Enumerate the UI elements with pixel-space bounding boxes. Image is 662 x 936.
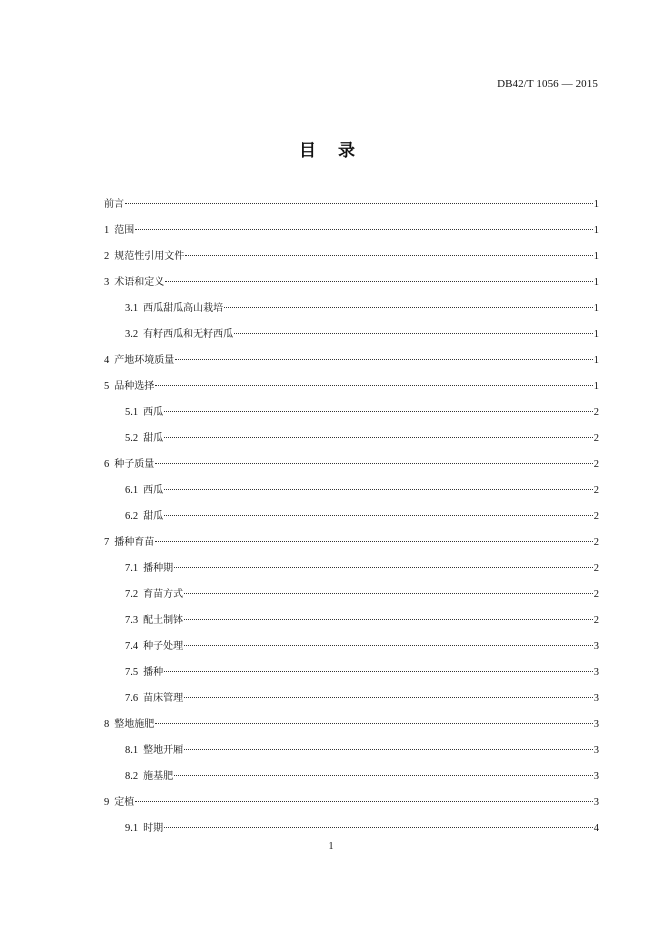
toc-entry-page: 1	[593, 199, 599, 210]
toc-entry[interactable]	[104, 586, 599, 612]
toc-entry[interactable]	[104, 378, 599, 404]
toc-entry[interactable]	[104, 612, 599, 638]
toc-entry-number: 8	[104, 719, 110, 730]
toc-entry-title: 甜瓜	[143, 433, 164, 444]
toc-entry-number: 7	[104, 537, 110, 548]
toc-entry-title: 整地施肥	[114, 719, 155, 730]
toc-dot-leader	[185, 255, 593, 256]
toc-entry[interactable]	[104, 508, 599, 534]
toc-entry-number: 6	[104, 459, 110, 470]
toc-entry-number: 9	[104, 797, 110, 808]
toc-entry[interactable]	[104, 742, 599, 768]
toc-entry[interactable]	[104, 482, 599, 508]
toc-entry[interactable]	[104, 430, 599, 456]
toc-entry-number: 7.2	[125, 589, 139, 600]
toc-entry-page: 2	[593, 563, 599, 574]
toc-entry[interactable]	[104, 560, 599, 586]
toc-entry[interactable]	[104, 196, 599, 222]
toc-entry-title: 规范性引用文件	[114, 251, 185, 262]
toc-dot-leader	[224, 307, 593, 308]
toc-dot-leader	[155, 541, 593, 542]
toc-entry[interactable]	[104, 690, 599, 716]
toc-entry[interactable]	[104, 716, 599, 742]
toc-entry[interactable]	[104, 664, 599, 690]
toc-dot-leader	[164, 827, 593, 828]
toc-entry-title: 术语和定义	[114, 277, 165, 288]
toc-entry-number: 3.2	[125, 329, 139, 340]
toc-dot-leader	[184, 619, 593, 620]
toc-entry-page: 1	[593, 355, 599, 366]
toc-entry[interactable]	[104, 248, 599, 274]
toc-entry-title: 产地环境质量	[114, 355, 175, 366]
toc-entry-page: 3	[593, 745, 599, 756]
toc-entry-number: 6.2	[125, 511, 139, 522]
toc-entry-title: 苗床管理	[143, 693, 184, 704]
toc-entry-number: 5	[104, 381, 110, 392]
toc-entry[interactable]	[104, 404, 599, 430]
toc-entry-title: 时期	[143, 823, 164, 834]
toc-entry[interactable]	[104, 638, 599, 664]
toc-entry-page: 1	[593, 303, 599, 314]
toc-entry-number: 7.4	[125, 641, 139, 652]
toc-entry-title: 甜瓜	[143, 511, 164, 522]
toc-dot-leader	[164, 671, 593, 672]
toc-entry-title: 前言	[104, 199, 124, 210]
toc-entry-title: 西瓜	[143, 485, 164, 496]
toc-dot-leader	[135, 801, 593, 802]
toc-entry-number: 5.1	[125, 407, 139, 418]
toc-dot-leader	[135, 229, 593, 230]
toc-entry-number: 9.1	[125, 823, 139, 834]
toc-entry-number: 8.1	[125, 745, 139, 756]
toc-entry[interactable]	[104, 326, 599, 352]
toc-entry-page: 3	[593, 719, 599, 730]
toc-entry-page: 2	[593, 589, 599, 600]
toc-entry-page: 1	[593, 329, 599, 340]
page-title: 目 录	[299, 141, 363, 161]
toc-dot-leader	[164, 489, 593, 490]
toc-entry-page: 1	[593, 225, 599, 236]
toc-entry-page: 2	[593, 485, 599, 496]
toc-entry-title: 播种期	[143, 563, 174, 574]
toc-entry-page: 3	[593, 693, 599, 704]
toc-dot-leader	[125, 203, 593, 204]
toc-entry-title: 定植	[114, 797, 135, 808]
toc-entry-page: 2	[593, 537, 599, 548]
toc-entry-page: 3	[593, 771, 599, 782]
toc-entry[interactable]	[104, 300, 599, 326]
toc-entry-page: 1	[593, 277, 599, 288]
toc-entry-number: 8.2	[125, 771, 139, 782]
toc-entry-title: 种子处理	[143, 641, 184, 652]
toc-entry-number: 3.1	[125, 303, 139, 314]
toc-entry-title: 西瓜甜瓜高山栽培	[143, 303, 224, 314]
toc-entry[interactable]	[104, 534, 599, 560]
toc-dot-leader	[155, 385, 593, 386]
toc-entry[interactable]	[104, 456, 599, 482]
toc-entry[interactable]	[104, 794, 599, 820]
toc-entry[interactable]	[104, 352, 599, 378]
toc-dot-leader	[234, 333, 593, 334]
toc-entry-number: 4	[104, 355, 110, 366]
toc-dot-leader	[165, 281, 593, 282]
table-of-contents	[104, 196, 599, 846]
toc-entry[interactable]	[104, 274, 599, 300]
toc-entry-title: 整地开厢	[143, 745, 184, 756]
toc-entry-page: 1	[593, 381, 599, 392]
toc-entry-page: 3	[593, 641, 599, 652]
toc-entry-page: 3	[593, 667, 599, 678]
toc-entry-page: 2	[593, 511, 599, 522]
toc-dot-leader	[164, 437, 593, 438]
toc-entry-number: 7.1	[125, 563, 139, 574]
toc-entry-number: 7.6	[125, 693, 139, 704]
toc-entry-page: 2	[593, 615, 599, 626]
toc-dot-leader	[175, 359, 593, 360]
toc-entry[interactable]	[104, 768, 599, 794]
toc-entry-number: 2	[104, 251, 110, 262]
toc-entry-number: 7.5	[125, 667, 139, 678]
toc-entry-page: 4	[593, 823, 599, 834]
toc-dot-leader	[174, 567, 593, 568]
toc-entry-title: 西瓜	[143, 407, 164, 418]
toc-dot-leader	[184, 749, 593, 750]
toc-entry-number: 6.1	[125, 485, 139, 496]
page-number: 1	[328, 841, 334, 852]
toc-entry-title: 种子质量	[114, 459, 155, 470]
toc-entry-title: 范围	[114, 225, 135, 236]
toc-dot-leader	[155, 723, 593, 724]
toc-dot-leader	[174, 775, 593, 776]
toc-entry[interactable]	[104, 222, 599, 248]
toc-entry-title: 施基肥	[143, 771, 174, 782]
toc-entry-page: 2	[593, 459, 599, 470]
toc-entry-page: 1	[593, 251, 599, 262]
toc-entry-page: 2	[593, 433, 599, 444]
toc-dot-leader	[184, 645, 593, 646]
toc-dot-leader	[164, 515, 593, 516]
toc-entry-title: 播种育苗	[114, 537, 155, 548]
toc-entry-title: 播种	[143, 667, 164, 678]
toc-entry-number: 5.2	[125, 433, 139, 444]
toc-entry-title: 育苗方式	[143, 589, 184, 600]
toc-dot-leader	[184, 593, 593, 594]
toc-entry-number: 7.3	[125, 615, 139, 626]
toc-entry-page: 2	[593, 407, 599, 418]
toc-entry-page: 3	[593, 797, 599, 808]
document-code: DB42/T 1056 — 2015	[497, 78, 598, 90]
toc-entry-number: 1	[104, 225, 110, 236]
toc-entry-title: 品种选择	[114, 381, 155, 392]
toc-entry-title: 有籽西瓜和无籽西瓜	[143, 329, 234, 340]
toc-dot-leader	[155, 463, 593, 464]
toc-entry-number: 3	[104, 277, 110, 288]
toc-dot-leader	[184, 697, 593, 698]
toc-dot-leader	[164, 411, 593, 412]
toc-entry-title: 配土制钵	[143, 615, 184, 626]
